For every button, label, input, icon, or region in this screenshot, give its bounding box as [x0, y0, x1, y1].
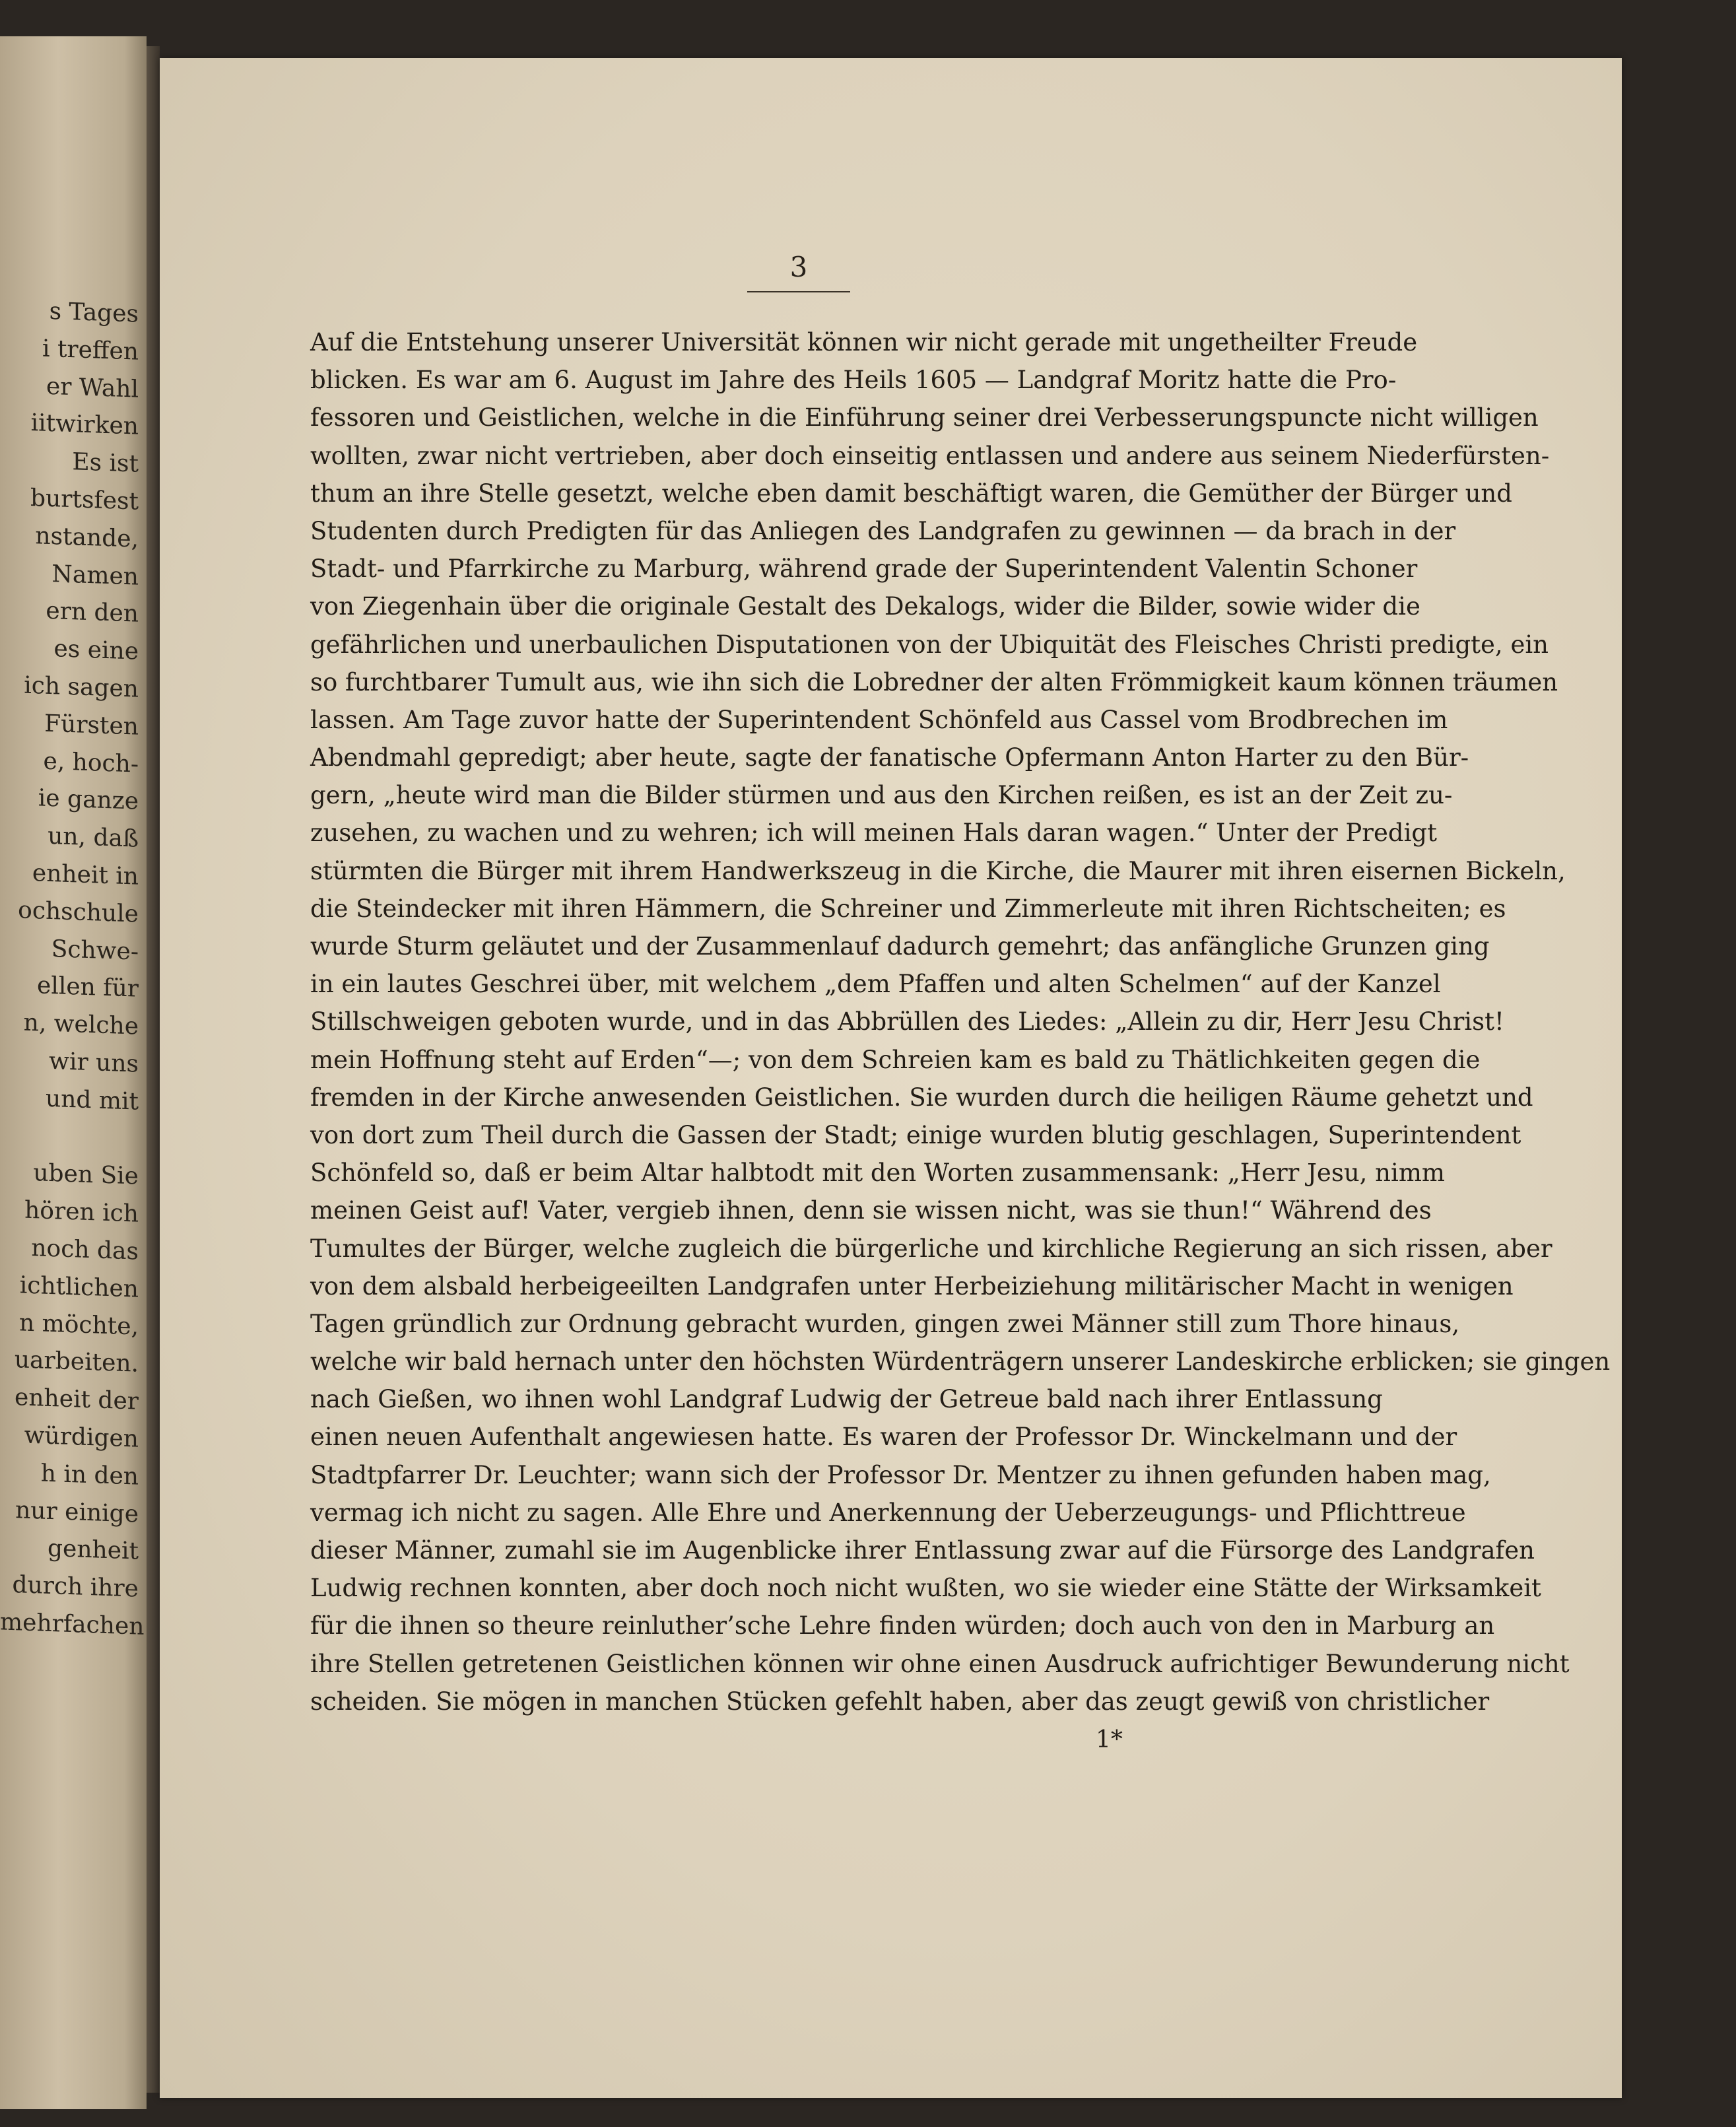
left-edge-line: hören ich: [24, 1196, 139, 1228]
left-page: [0, 36, 147, 2109]
text-line: thum an ihre Stelle gesetzt, welche eben damit beschäftigt waren, die Gemüther der Bürger und: [310, 479, 1512, 508]
left-edge-line: s Tages: [49, 297, 139, 328]
text-line: mein Hoffnung steht auf Erden“—; von dem Schreien kam es bald zu Thätlichkeiten gegen die: [310, 1045, 1481, 1074]
left-edge-line: i treffen: [42, 335, 139, 366]
text-line: Auf die Entstehung unserer Universität können wir nicht gerade mit ungetheilter Freude: [310, 328, 1418, 356]
text-line: blicken. Es war am 6. August im Jahre des Heils 1605 — Landgraf Moritz hatte die Pro-: [310, 366, 1397, 395]
left-edge-line: iitwirken: [30, 409, 139, 441]
left-edge-line: ellen für: [37, 972, 139, 1003]
left-edge-line: [0, 1116, 139, 1159]
left-edge-line: und mit: [46, 1085, 139, 1116]
left-edge-line: un, daß: [48, 823, 139, 853]
text-line: für die ihnen so theure reinluther’sche Lehre finden würden; doch auch von den in Marburg an: [310, 1611, 1495, 1640]
text-line: die Steindecker mit ihren Hämmern, die Schreiner und Zimmerleute mit ihren Richtscheiten; es: [310, 894, 1506, 923]
text-line: Ludwig rechnen konnten, aber doch noch nicht wußten, wo sie wieder eine Stätte der Wirksamkeit: [310, 1574, 1541, 1603]
left-edge-line: mehrfachen: [0, 1608, 145, 1640]
left-edge-line: durch ihre: [12, 1571, 139, 1603]
left-edge-line: nstande,: [35, 522, 139, 553]
left-edge-line: uarbeiten.: [14, 1346, 139, 1378]
left-edge-line: würdigen: [24, 1421, 139, 1453]
text-line: nach Gießen, wo ihnen wohl Landgraf Ludwig der Getreue bald nach ihrer Entlassung: [310, 1385, 1383, 1414]
left-edge-line: ochschule: [18, 896, 139, 928]
text-line: in ein lautes Geschrei über, mit welchem „dem Pfaffen und alten Schelmen“ auf der Kanzel: [310, 970, 1441, 999]
text-line: Tumultes der Bürger, welche zugleich die bürgerliche und kirchliche Regierung an sich rissen, aber: [310, 1234, 1552, 1263]
text-line: von dem alsbald herbeigeeilten Landgrafen unter Herbeiziehung militärischer Macht in wenigen: [310, 1271, 1514, 1300]
left-page-text-edge: [0, 291, 145, 1646]
book-gutter: [147, 46, 160, 2093]
left-edge-line: er Wahl: [46, 372, 139, 403]
left-edge-line: wir uns: [49, 1047, 139, 1078]
left-edge-line: nur einige: [15, 1496, 139, 1528]
text-line: meinen Geist auf! Vater, vergieb ihnen, denn sie wissen nicht, was sie thun!“ Während des: [310, 1196, 1432, 1225]
text-line: gefährlichen und unerbaulichen Disputationen von der Ubiquität des Fleisches Christi predigte, ein: [310, 630, 1549, 659]
left-edge-line: enheit in: [32, 859, 139, 891]
text-line: Schönfeld so, daß er beim Altar halbtodt mit den Worten zusammensank: „Herr Jesu, nimm: [310, 1159, 1446, 1188]
left-edge-line: burtsfest: [30, 484, 139, 516]
signature-mark: 1*: [1096, 1726, 1123, 1753]
left-edge-line: ie ganze: [38, 784, 139, 816]
text-line: gern, „heute wird man die Bilder stürmen und aus den Kirchen reißen, es ist an der Zeit zu-: [310, 781, 1453, 810]
text-line: so furchtbarer Tumult aus, wie ihn sich die Lobredner der alten Frömmigkeit kaum können träumen: [310, 667, 1558, 696]
left-edge-line: Namen: [51, 560, 139, 591]
text-line: fessoren und Geistlichen, welche in die Einführung seiner drei Verbesserungspuncte nicht willigen: [310, 403, 1539, 432]
text-line: zusehen, zu wachen und zu wehren; ich will meinen Hals daran wagen.“ Unter der Predigt: [310, 819, 1437, 848]
left-edge-line: Es ist: [72, 448, 139, 478]
text-line: scheiden. Sie mögen in manchen Stücken gefehlt haben, aber das zeugt gewiß von christlicher: [310, 1687, 1490, 1716]
text-line: welche wir bald hernach unter den höchsten Würdenträgern unserer Landeskirche erblicken; sie gingen: [310, 1347, 1611, 1376]
text-line: Abendmahl gepredigt; aber heute, sagte der fanatische Opfermann Anton Harter zu den Bür-: [310, 743, 1469, 772]
left-edge-line: ich sagen: [24, 671, 139, 703]
text-line: lassen. Am Tage zuvor hatte der Superintendent Schönfeld aus Cassel vom Brodbrechen im: [310, 705, 1448, 734]
left-edge-line: e, hoch-: [43, 747, 139, 778]
text-line: von Ziegenhain über die originale Gestalt des Dekalogs, wider die Bilder, sowie wider die: [310, 592, 1420, 621]
left-edge-line: h in den: [40, 1460, 139, 1491]
text-line: wurde Sturm geläutet und der Zusammenlauf dadurch gemehrt; das anfängliche Grunzen ging: [310, 932, 1490, 961]
text-line: stürmten die Bürger mit ihrem Handwerkszeug in die Kirche, die Maurer mit ihren eisernen Bickeln,: [310, 856, 1566, 885]
left-edge-line: es eine: [53, 635, 139, 665]
text-line: vermag ich nicht zu sagen. Alle Ehre und Anerkennung der Ueberzeugungs- und Pflichttreue: [310, 1498, 1466, 1527]
text-line: dieser Männer, zumahl sie im Augenblicke ihrer Entlassung zwar auf die Fürsorge des Landgrafen: [310, 1536, 1535, 1565]
body-text: [310, 323, 1611, 1720]
left-edge-line: ern den: [46, 597, 139, 628]
text-line: einen neuen Aufenthalt angewiesen hatte. Es waren der Professor Dr. Winckelmann und der: [310, 1423, 1457, 1452]
text-line: Stadt- und Pfarrkirche zu Marburg, während grade der Superintendent Valentin Schoner: [310, 555, 1418, 584]
text-line: Stadtpfarrer Dr. Leuchter; wann sich der Professor Dr. Mentzer zu ihnen gefunden haben mag,: [310, 1460, 1491, 1489]
text-line: Stillschweigen geboten wurde, und in das Abbrüllen des Liedes: „Allein zu dir, Herr Jesu Christ!: [310, 1007, 1504, 1036]
left-edge-line: Fürsten: [44, 710, 139, 741]
left-edge-line: Schwe-: [51, 935, 139, 966]
text-line: von dort zum Theil durch die Gassen der Stadt; einige wurden blutig geschlagen, Superintendent: [310, 1120, 1521, 1149]
left-edge-line: genheit: [47, 1535, 139, 1565]
left-edge-line: enheit der: [15, 1384, 139, 1415]
page-number: 3: [789, 251, 808, 283]
text-line: Tagen gründlich zur Ordnung gebracht wurden, gingen zwei Männer still zum Thore hinaus,: [310, 1309, 1460, 1338]
left-edge-line: n, welche: [23, 1009, 139, 1040]
left-edge-line: uben Sie: [33, 1159, 139, 1190]
left-edge-line: n möchte,: [18, 1308, 139, 1341]
text-line: wollten, zwar nicht vertrieben, aber doch einseitig entlassen und andere aus seinem Niederfürsten-: [310, 441, 1550, 470]
text-line: Studenten durch Predigten für das Anliegen des Landgrafen zu gewinnen — da brach in der: [310, 516, 1456, 545]
text-line: fremden in der Kirche anwesenden Geistlichen. Sie wurden durch die heiligen Räume gehetzt und: [310, 1083, 1533, 1112]
left-edge-line: ichtlichen: [19, 1271, 139, 1303]
text-line: ihre Stellen getretenen Geistlichen können wir ohne einen Ausdruck aufrichtiger Bewunderung nicht: [310, 1649, 1570, 1678]
left-edge-line: noch das: [31, 1234, 139, 1266]
page-number-rule: [747, 291, 850, 292]
